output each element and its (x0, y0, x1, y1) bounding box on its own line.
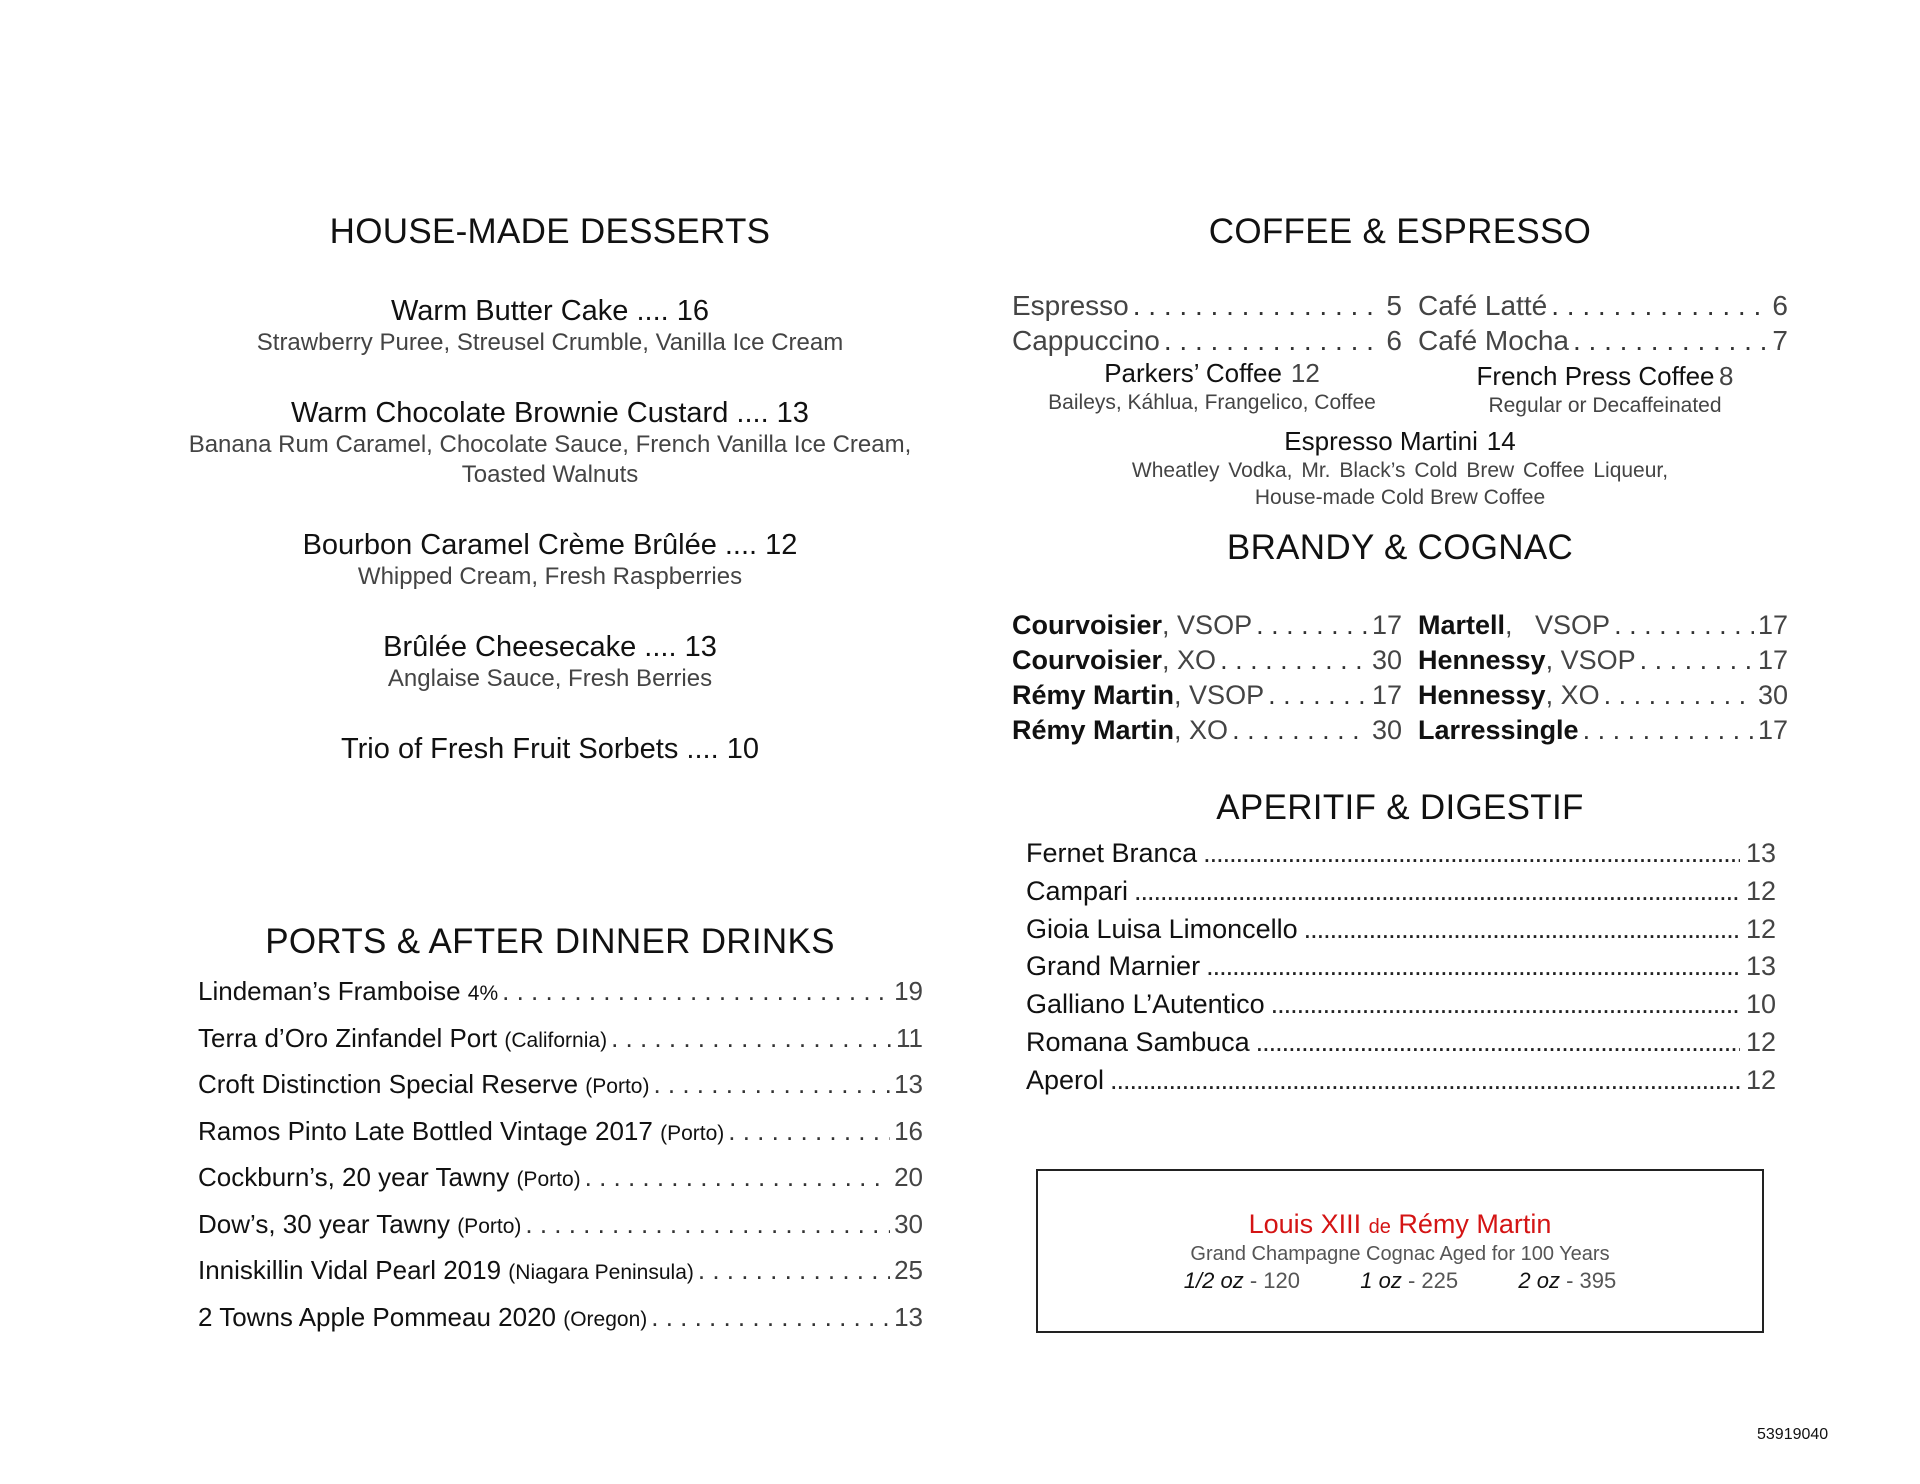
coffee-name: Cappuccino (1012, 325, 1160, 356)
coffee-desc: Regular or Decaffeinated (1488, 394, 1722, 417)
leader-dots (611, 1023, 892, 1054)
pour-price: - 395 (1566, 1268, 1617, 1293)
list-item (1418, 610, 1788, 645)
port-origin: (California) (504, 1028, 608, 1052)
port-origin: (Porto) (516, 1168, 581, 1191)
louis-xiii-title (1038, 1209, 1762, 1240)
brandy-variant: , VSOP (1174, 680, 1265, 710)
aperitif-price: 12 (1745, 913, 1776, 944)
list-item (1026, 1027, 1776, 1065)
coffee-name: Café Latté (1418, 290, 1548, 321)
port-name: Inniskillin Vidal Pearl 2019 (198, 1255, 502, 1285)
coffee-desc: Baileys, Káhlua, Frangelico, Coffee (1048, 391, 1376, 414)
dessert-name: Warm Chocolate Brownie Custard .... 13 (291, 397, 809, 429)
leader-dots (1164, 325, 1383, 357)
leader-dots (525, 1209, 890, 1240)
port-origin: (Porto) (457, 1214, 522, 1238)
leader-dots (1203, 838, 1740, 869)
leader-dots (1640, 645, 1754, 676)
leader-dots (1271, 989, 1740, 1020)
aperitif-title: APERITIF & DIGESTIF (1216, 788, 1584, 827)
aperitif-name: Galliano L’Autentico (1026, 989, 1265, 1020)
list-item (198, 1302, 923, 1349)
port-name: Lindeman’s Framboise (198, 976, 461, 1006)
desserts-title: HOUSE-MADE DESSERTS (329, 212, 771, 251)
aperitif-price: 10 (1745, 989, 1776, 1020)
ports-list (198, 976, 923, 1348)
brandy-price: 17 (1371, 610, 1402, 640)
port-name: 2 Towns Apple Pommeau 2020 (198, 1301, 556, 1332)
pour-price: - 120 (1249, 1268, 1300, 1293)
leader-dots (728, 1116, 890, 1147)
brandy-price: 17 (1371, 680, 1402, 710)
brandy-price: 17 (1757, 610, 1788, 640)
brandy-price: 30 (1757, 680, 1788, 710)
brandy-name: Hennessy (1418, 645, 1546, 675)
leader-dots (653, 1069, 890, 1100)
leader-dots (1220, 645, 1368, 676)
louis-xiii-box (1036, 1169, 1764, 1333)
leader-dots (1304, 914, 1740, 945)
list-item (1418, 715, 1788, 750)
port-price: 16 (894, 1115, 923, 1146)
louis-desc: Grand Champagne Cognac Aged for 100 Years (1190, 1243, 1610, 1265)
dessert-desc: Anglaise Sauce, Fresh Berries (387, 665, 713, 692)
pour-size: 1 oz (1360, 1268, 1402, 1293)
aperitif-price: 12 (1745, 1026, 1776, 1057)
list-item (198, 1069, 923, 1116)
pour-price: - 225 (1407, 1268, 1459, 1293)
list-item (1026, 838, 1776, 876)
aperitif-price: 13 (1745, 838, 1776, 868)
brandy-list-left (1012, 610, 1402, 750)
brandy-name: Larressingle (1418, 715, 1579, 745)
aperitif-name: Romana Sambuca (1026, 1026, 1250, 1057)
coffee-name: Parkers’ Coffee (1104, 358, 1282, 388)
louis-name-de: de (1368, 1216, 1391, 1238)
coffee-desc: Wheatley Vodka, Mr. Black’s Cold Brew Coffee Liqueur, (1131, 459, 1669, 482)
aperitif-price: 13 (1745, 951, 1776, 982)
leader-dots (1573, 325, 1768, 357)
leader-dots (1256, 1027, 1740, 1058)
brandy-name: Rémy Martin (1012, 680, 1175, 710)
dessert-item (150, 397, 950, 490)
coffee-name: Espresso Martini (1284, 426, 1478, 456)
brandy-title: BRANDY & COGNAC (1226, 528, 1574, 567)
coffee-price: 6 (1772, 290, 1788, 321)
coffee-name: Espresso (1012, 290, 1129, 321)
brandy-list-right (1418, 610, 1788, 750)
coffee-item-espresso-martini (1000, 426, 1800, 511)
port-price: 20 (894, 1162, 923, 1192)
aperitif-price: 12 (1745, 875, 1776, 906)
leader-dots (1583, 715, 1754, 746)
list-item (1012, 290, 1402, 325)
list-item (1012, 715, 1402, 750)
leader-dots (698, 1255, 890, 1286)
dessert-desc: Strawberry Puree, Streusel Crumble, Vanilla Ice Cream (256, 329, 844, 356)
coffee-price: 8 (1718, 361, 1734, 391)
brandy-variant: , XO (1174, 715, 1229, 745)
list-item (1418, 680, 1788, 715)
coffee-price: 14 (1486, 426, 1516, 456)
port-origin: (Niagara Peninsula) (508, 1261, 694, 1284)
dessert-item (150, 295, 950, 358)
leader-dots (651, 1302, 890, 1333)
list-item (1012, 610, 1402, 645)
port-price: 25 (894, 1255, 923, 1285)
leader-dots (1268, 680, 1368, 711)
brandy-name: Courvoisier (1012, 645, 1163, 675)
louis-pours (1038, 1268, 1762, 1294)
brandy-variant: , XO (1162, 645, 1217, 675)
leader-dots (1133, 290, 1383, 322)
coffee-list-left (1012, 290, 1402, 360)
brandy-name: Courvoisier (1012, 610, 1163, 640)
list-item (1026, 951, 1776, 989)
dessert-desc-line2: Toasted Walnuts (461, 461, 639, 488)
list-item (198, 976, 923, 1023)
list-item (1026, 876, 1776, 914)
list-item (1418, 290, 1788, 325)
aperitif-name: Campari (1026, 875, 1129, 906)
aperitif-price: 12 (1745, 1064, 1776, 1095)
leader-dots (1614, 610, 1754, 641)
coffee-price: 6 (1386, 325, 1402, 356)
coffee-price: 7 (1772, 325, 1788, 356)
brandy-variant: , VSOP (1545, 645, 1636, 675)
list-item (198, 1255, 923, 1302)
leader-dots (585, 1162, 890, 1193)
brandy-variant: , XO (1545, 680, 1600, 710)
coffee-price: 12 (1290, 358, 1320, 388)
leader-dots (1604, 680, 1754, 711)
leader-dots (1134, 876, 1740, 907)
coffee-list-right (1418, 290, 1788, 360)
list-item (1418, 645, 1788, 680)
dessert-name: Trio of Fresh Fruit Sorbets .... 10 (341, 733, 759, 765)
port-price: 13 (894, 1301, 923, 1332)
list-item (1026, 1065, 1776, 1103)
leader-dots (1551, 290, 1768, 322)
brandy-price: 30 (1371, 715, 1402, 745)
coffee-item-parkers (1012, 358, 1412, 415)
port-name: Croft Distinction Special Reserve (198, 1069, 579, 1099)
brandy-variant: , VSOP (1162, 610, 1253, 640)
aperitif-name: Aperol (1026, 1064, 1105, 1095)
brandy-name: Rémy Martin (1012, 715, 1175, 745)
leader-dots (1110, 1065, 1740, 1096)
list-item (1026, 914, 1776, 952)
port-name: Dow’s, 30 year Tawny (198, 1208, 450, 1239)
port-name: Ramos Pinto Late Bottled Vintage 2017 (198, 1115, 653, 1146)
brandy-name: Hennessy (1418, 680, 1546, 710)
coffee-name: French Press Coffee (1476, 361, 1715, 391)
dessert-item (150, 529, 950, 592)
list-item (198, 1023, 923, 1070)
coffee-name: Café Mocha (1418, 325, 1569, 356)
list-item (198, 1162, 923, 1209)
menu-code: 53919040 (1757, 1426, 1829, 1443)
dessert-name: Warm Butter Cake .... 16 (390, 295, 710, 327)
leader-dots (1256, 610, 1368, 641)
list-item (1418, 325, 1788, 360)
port-origin: 4% (467, 982, 499, 1005)
louis-name-b: Rémy Martin (1398, 1209, 1552, 1239)
dessert-item (150, 733, 950, 766)
list-item (1012, 645, 1402, 680)
brandy-price: 17 (1757, 645, 1788, 675)
dessert-desc: Whipped Cream, Fresh Raspberries (357, 563, 743, 590)
louis-name-a: Louis XIII (1248, 1209, 1362, 1239)
coffee-title: COFFEE & ESPRESSO (1208, 212, 1592, 251)
port-price: 13 (894, 1069, 923, 1099)
list-item (198, 1209, 923, 1256)
leader-dots (1232, 715, 1368, 746)
leader-dots (502, 976, 890, 1007)
brandy-price: 30 (1371, 645, 1402, 675)
brandy-name: Martell (1418, 610, 1506, 640)
coffee-price: 5 (1386, 290, 1402, 321)
aperitif-name: Fernet Branca (1026, 838, 1198, 868)
list-item (1026, 989, 1776, 1027)
list-item (1012, 680, 1402, 715)
port-origin: (Oregon) (563, 1307, 648, 1331)
ports-title: PORTS & AFTER DINNER DRINKS (265, 922, 835, 961)
aperitif-name: Grand Marnier (1026, 951, 1201, 982)
pour-size: 2 oz (1518, 1268, 1560, 1293)
port-price: 19 (894, 976, 923, 1006)
brandy-price: 17 (1757, 715, 1788, 745)
brandy-variant: , VSOP (1505, 610, 1611, 640)
port-name: Cockburn’s, 20 year Tawny (198, 1162, 510, 1192)
port-origin: (Porto) (585, 1075, 650, 1098)
port-name: Terra d’Oro Zinfandel Port (198, 1022, 498, 1053)
leader-dots (1206, 951, 1740, 982)
aperitif-name: Gioia Luisa Limoncello (1026, 913, 1298, 944)
dessert-name: Brûlée Cheesecake .... 13 (383, 631, 717, 663)
dessert-item (150, 631, 950, 694)
list-item (1012, 325, 1402, 360)
port-price: 11 (896, 1022, 923, 1053)
port-origin: (Porto) (660, 1121, 725, 1145)
coffee-desc-line2: House-made Cold Brew Coffee (1254, 486, 1546, 509)
port-price: 30 (894, 1208, 923, 1239)
dessert-desc: Banana Rum Caramel, Chocolate Sauce, French Vanilla Ice Cream, (188, 431, 912, 458)
dessert-name: Bourbon Caramel Crème Brûlée .... 12 (302, 529, 798, 561)
pour-size: 1/2 oz (1183, 1268, 1244, 1293)
aperitif-list (1026, 838, 1776, 1103)
coffee-item-french-press (1410, 361, 1800, 418)
list-item (198, 1116, 923, 1163)
